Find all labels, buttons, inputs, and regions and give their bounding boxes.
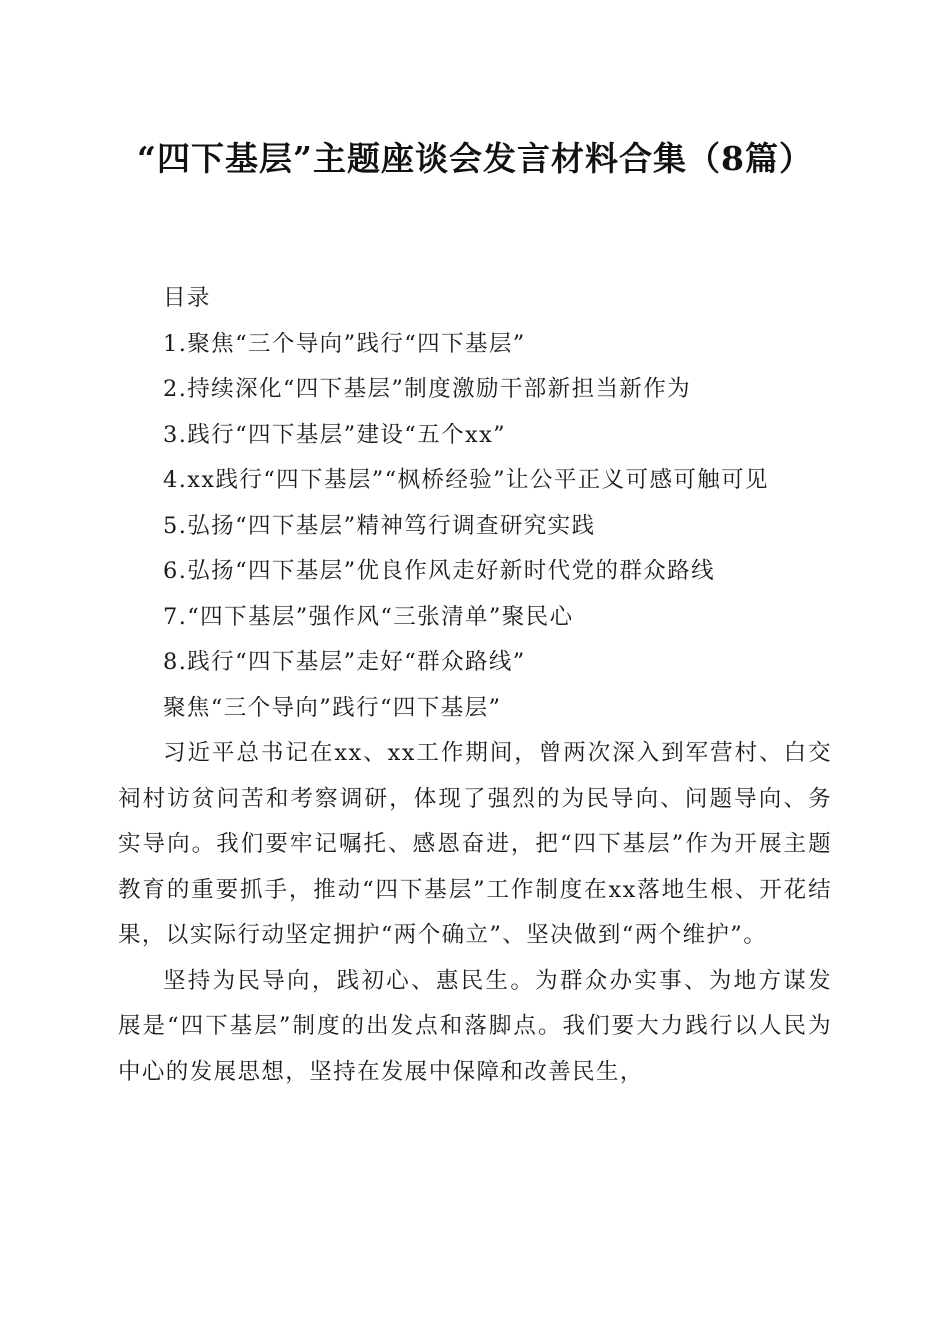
paragraph-1: 习近平总书记在xx、xx工作期间，曾两次深入到军营村、白交祠村访贫问苦和考察调研，体现了强烈的为民导向、问题导向、务实导向。我们要牢记嘱托、感恩奋进，把“四下基层”作为开展主题教育的重要抓手，推动“四下基层”工作制度在xx落地生根、开花结果，以实际行动坚定拥护“两个确立”、坚决做到“两个维护”。 bbox=[118, 740, 832, 948]
toc-item-8: 8.践行“四下基层”走好“群众路线” bbox=[163, 649, 526, 675]
toc-item-5: 5.弘扬“四下基层”精神笃行调查研究实践 bbox=[163, 512, 596, 539]
toc-item-6: 6.弘扬“四下基层”优良作风走好新时代党的群众路线 bbox=[163, 558, 715, 584]
toc-heading: 目录 bbox=[163, 285, 211, 311]
toc-item-3: 3.践行“四下基层”建设“五个xx” bbox=[163, 421, 507, 448]
toc-item-4: 4.xx践行“四下基层”“枫桥经验”让公平正义可感可触可见 bbox=[163, 467, 769, 493]
toc-item-7: 7.“四下基层”强作风“三张清单”聚民心 bbox=[163, 603, 574, 630]
toc-item-2: 2.持续深化“四下基层”制度激励干部新担当新作为 bbox=[163, 376, 692, 402]
document-title: “四下基层”主题座谈会发言材料合集（8篇） bbox=[137, 139, 813, 178]
toc-item-1: 1.聚焦“三个导向”践行“四下基层” bbox=[163, 330, 526, 357]
document-body bbox=[118, 276, 832, 1095]
paragraph-2: 坚持为民导向，践初心、惠民生。为群众办实事、为地方谋发展是“四下基层”制度的出发点和落脚点。我们要大力践行以人民为中心的发展思想，坚持在发展中保障和改善民生， bbox=[118, 967, 832, 1085]
section-heading: 聚焦“三个导向”践行“四下基层” bbox=[163, 694, 502, 721]
